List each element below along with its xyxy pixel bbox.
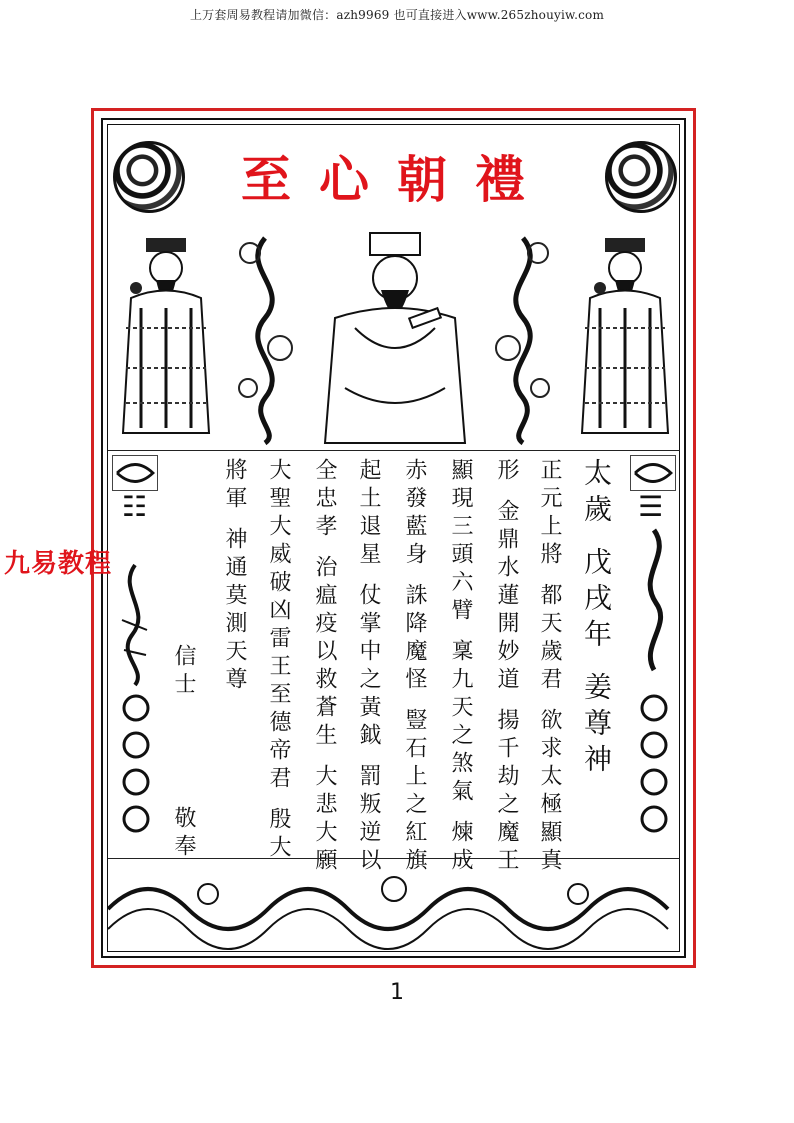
text-column-2: 正元上將 都天歲君 欲求太極顯真: [537, 458, 562, 876]
text-column-4: 顯現三頭六臂 稟九天之煞氣 煉成: [448, 458, 473, 876]
page-title: 至心朝禮: [241, 150, 553, 209]
attendant-figure-right: [570, 228, 680, 448]
top-note: 上万套周易教程请加微信：azh9969 也可直接进入www.265zhouyiw.com: [189, 8, 605, 22]
dragon-icon: [632, 525, 676, 675]
trigram-qian-icon: ☰: [638, 490, 664, 523]
ornament-icon: [112, 455, 158, 491]
section-divider: [108, 450, 680, 451]
ornament-column-left: [116, 690, 156, 840]
page-number: 1: [390, 980, 404, 1005]
deity-figure-icon: [315, 228, 475, 448]
text-column-8: 大聖大威破凶雷王至德帝君 殷大: [266, 458, 291, 863]
attendant-figure-left: [111, 228, 221, 448]
devotee-label: 信士: [171, 644, 196, 700]
bottom-ornament-band: [108, 858, 680, 950]
ornament-column-right: [634, 690, 674, 840]
text-column-3: 形 金鼎水蓮開妙道 揚千劫之魔王: [494, 458, 519, 876]
text-column-7: 全忠孝 治瘟疫以救蒼生 大悲大願: [312, 458, 337, 876]
text-column-6: 起土退星 仗掌中之黃鉞 罰叛逆以: [356, 458, 381, 876]
closing-label: 敬奉: [171, 806, 196, 862]
text-column-1: 太歲 戊戌年 姜尊神: [580, 458, 613, 780]
trigram-kun-icon: ☷: [122, 490, 148, 523]
ornament-icon: [630, 455, 676, 491]
dragon-icon: [488, 228, 558, 448]
watermark: 九易教程: [4, 549, 113, 579]
text-column-9: 將軍 神通莫測天尊: [222, 458, 247, 695]
phoenix-icon: [112, 560, 158, 690]
text-column-5: 赤發藍身 誅降魔怪 豎石上之紅旗: [402, 458, 427, 876]
dragon-icon: [230, 228, 300, 448]
